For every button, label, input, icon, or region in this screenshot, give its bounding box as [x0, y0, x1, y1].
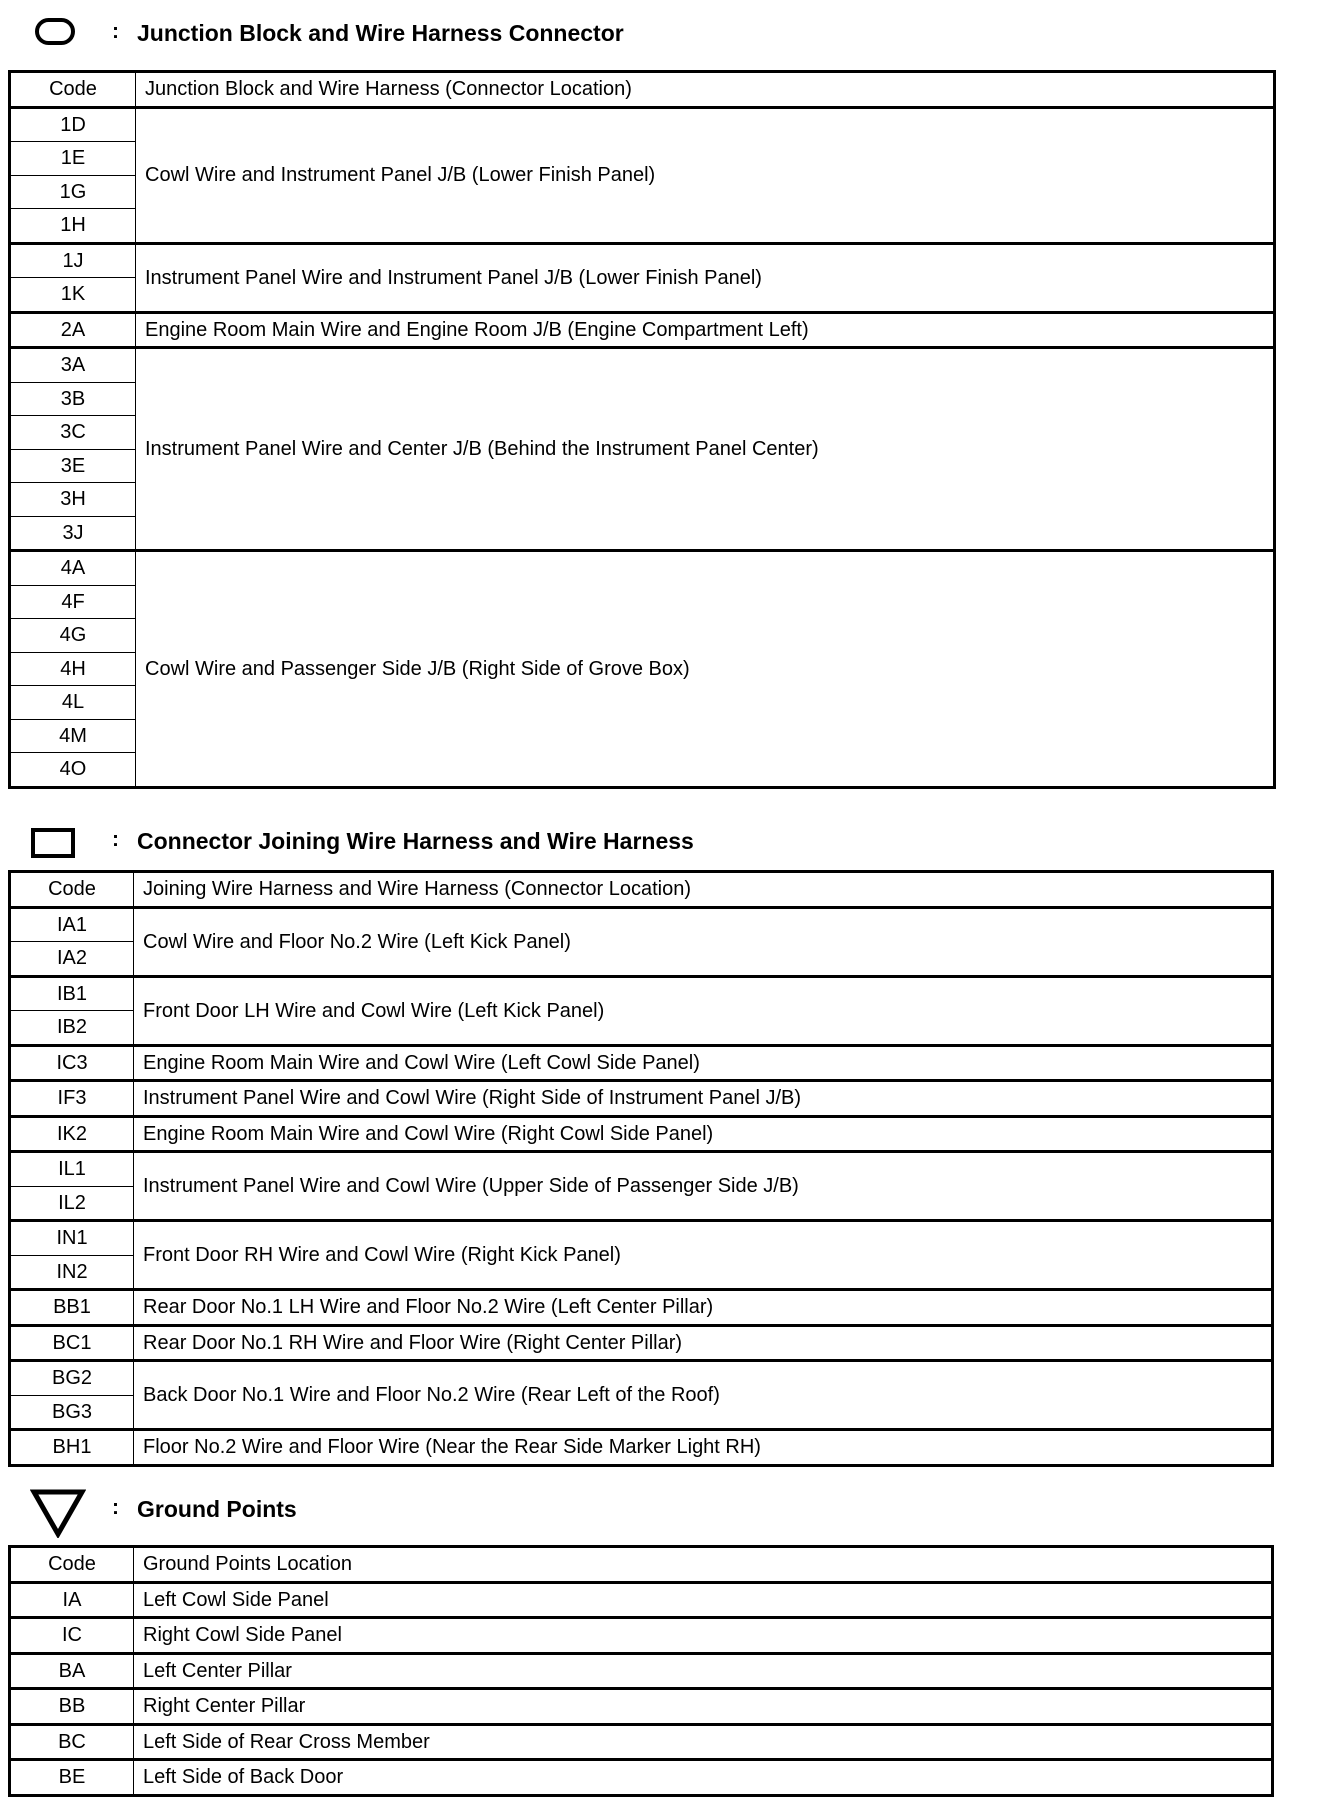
- table-row: [10, 1430, 1273, 1466]
- table-row: [10, 1152, 1273, 1187]
- code-cell: BC1: [10, 1325, 134, 1361]
- connector-joining-table: [8, 870, 1274, 1467]
- column-header-code: Code: [10, 72, 136, 108]
- table-row: [10, 1361, 1273, 1396]
- table-header-row: [10, 872, 1273, 908]
- code-cell: BE: [10, 1760, 134, 1796]
- code-cell: BB1: [10, 1290, 134, 1326]
- code-cell: 3B: [10, 382, 136, 416]
- code-cell: BA: [10, 1653, 134, 1689]
- code-cell: IF3: [10, 1081, 134, 1117]
- code-cell: 1K: [10, 278, 136, 313]
- code-cell: IA: [10, 1582, 134, 1618]
- code-cell: IN1: [10, 1221, 134, 1256]
- table-row: [10, 1653, 1273, 1689]
- location-cell: Front Door RH Wire and Cowl Wire (Right Kick Panel): [134, 1221, 1273, 1290]
- table-row: [10, 243, 1275, 278]
- location-cell: Cowl Wire and Passenger Side J/B (Right Side of Grove Box): [136, 551, 1275, 788]
- code-cell: IB2: [10, 1011, 134, 1046]
- table-row: [10, 348, 1275, 383]
- table-row: [10, 107, 1275, 142]
- table-header-row: [10, 72, 1275, 108]
- table-header-row: [10, 1547, 1273, 1583]
- code-cell: 2A: [10, 312, 136, 348]
- location-cell: Left Cowl Side Panel: [134, 1582, 1273, 1618]
- table-row: [10, 907, 1273, 942]
- table-row: [10, 1760, 1273, 1796]
- location-cell: Cowl Wire and Instrument Panel J/B (Lower Finish Panel): [136, 107, 1275, 243]
- table-row: [10, 1045, 1273, 1081]
- location-cell: Cowl Wire and Floor No.2 Wire (Left Kick Panel): [134, 907, 1273, 976]
- table-row: [10, 1618, 1273, 1654]
- location-cell: Left Side of Rear Cross Member: [134, 1724, 1273, 1760]
- location-cell: Front Door LH Wire and Cowl Wire (Left Kick Panel): [134, 976, 1273, 1045]
- location-cell: Left Side of Back Door: [134, 1760, 1273, 1796]
- location-cell: Instrument Panel Wire and Center J/B (Behind the Instrument Panel Center): [136, 348, 1275, 551]
- column-header-location: Joining Wire Harness and Wire Harness (Connector Location): [134, 872, 1273, 908]
- code-cell: 1E: [10, 142, 136, 176]
- code-cell: IC: [10, 1618, 134, 1654]
- location-cell: Engine Room Main Wire and Cowl Wire (Left Cowl Side Panel): [134, 1045, 1273, 1081]
- code-cell: 3H: [10, 483, 136, 517]
- code-cell: 4L: [10, 686, 136, 720]
- code-cell: 4H: [10, 652, 136, 686]
- table-row: [10, 1724, 1273, 1760]
- location-cell: Right Cowl Side Panel: [134, 1618, 1273, 1654]
- table-row: [10, 1116, 1273, 1152]
- section-header-ground-points: [0, 1488, 1000, 1528]
- code-cell: 1H: [10, 209, 136, 244]
- code-cell: BC: [10, 1724, 134, 1760]
- location-cell: Instrument Panel Wire and Cowl Wire (Right Side of Instrument Panel J/B): [134, 1081, 1273, 1117]
- code-cell: 4M: [10, 719, 136, 753]
- code-cell: 3E: [10, 449, 136, 483]
- code-cell: 4A: [10, 551, 136, 586]
- code-cell: IB1: [10, 976, 134, 1011]
- table-row: [10, 1325, 1273, 1361]
- section-title: Ground Points: [137, 1496, 297, 1522]
- code-cell: 3J: [10, 516, 136, 551]
- code-cell: 4F: [10, 585, 136, 619]
- junction-block-table: [8, 70, 1276, 789]
- location-cell: Instrument Panel Wire and Cowl Wire (Upper Side of Passenger Side J/B): [134, 1152, 1273, 1221]
- colon: :: [112, 1496, 119, 1519]
- code-cell: 1J: [10, 243, 136, 278]
- code-cell: BG3: [10, 1395, 134, 1430]
- location-cell: Engine Room Main Wire and Engine Room J/B (Engine Compartment Left): [136, 312, 1275, 348]
- table-row: [10, 312, 1275, 348]
- code-cell: 4G: [10, 619, 136, 653]
- table-row: [10, 1582, 1273, 1618]
- location-cell: Rear Door No.1 LH Wire and Floor No.2 Wire (Left Center Pillar): [134, 1290, 1273, 1326]
- triangle-icon: [30, 1488, 86, 1538]
- column-header-code: Code: [10, 872, 134, 908]
- table-row: [10, 1081, 1273, 1117]
- table-row: [10, 1221, 1273, 1256]
- section-title: Connector Joining Wire Harness and Wire Harness: [137, 828, 694, 854]
- code-cell: BH1: [10, 1430, 134, 1466]
- rectangle-icon: [31, 828, 75, 858]
- column-header-code: Code: [10, 1547, 134, 1583]
- code-cell: IA1: [10, 907, 134, 942]
- section-header-junction-block: [0, 14, 1000, 54]
- table-row: [10, 1689, 1273, 1725]
- column-header-location: Junction Block and Wire Harness (Connector Location): [136, 72, 1275, 108]
- location-cell: Back Door No.1 Wire and Floor No.2 Wire (Rear Left of the Roof): [134, 1361, 1273, 1430]
- location-cell: Instrument Panel Wire and Instrument Panel J/B (Lower Finish Panel): [136, 243, 1275, 312]
- section-header-connector-joining: [0, 818, 1000, 858]
- rounded-rectangle-icon: [35, 18, 75, 45]
- code-cell: 4O: [10, 753, 136, 788]
- code-cell: BB: [10, 1689, 134, 1725]
- colon: :: [112, 20, 119, 43]
- location-cell: Rear Door No.1 RH Wire and Floor Wire (Right Center Pillar): [134, 1325, 1273, 1361]
- colon: :: [112, 828, 119, 851]
- code-cell: IN2: [10, 1255, 134, 1290]
- code-cell: IC3: [10, 1045, 134, 1081]
- code-cell: IA2: [10, 942, 134, 977]
- table-row: [10, 551, 1275, 586]
- code-cell: BG2: [10, 1361, 134, 1396]
- location-cell: Floor No.2 Wire and Floor Wire (Near the Rear Side Marker Light RH): [134, 1430, 1273, 1466]
- code-cell: 3A: [10, 348, 136, 383]
- code-cell: 3C: [10, 416, 136, 450]
- code-cell: IL2: [10, 1186, 134, 1221]
- section-title: Junction Block and Wire Harness Connector: [137, 20, 624, 46]
- code-cell: IK2: [10, 1116, 134, 1152]
- code-cell: 1G: [10, 175, 136, 209]
- location-cell: Right Center Pillar: [134, 1689, 1273, 1725]
- column-header-location: Ground Points Location: [134, 1547, 1273, 1583]
- table-row: [10, 1290, 1273, 1326]
- table-row: [10, 976, 1273, 1011]
- location-cell: Left Center Pillar: [134, 1653, 1273, 1689]
- ground-points-table: [8, 1545, 1274, 1797]
- location-cell: Engine Room Main Wire and Cowl Wire (Right Cowl Side Panel): [134, 1116, 1273, 1152]
- code-cell: 1D: [10, 107, 136, 142]
- code-cell: IL1: [10, 1152, 134, 1187]
